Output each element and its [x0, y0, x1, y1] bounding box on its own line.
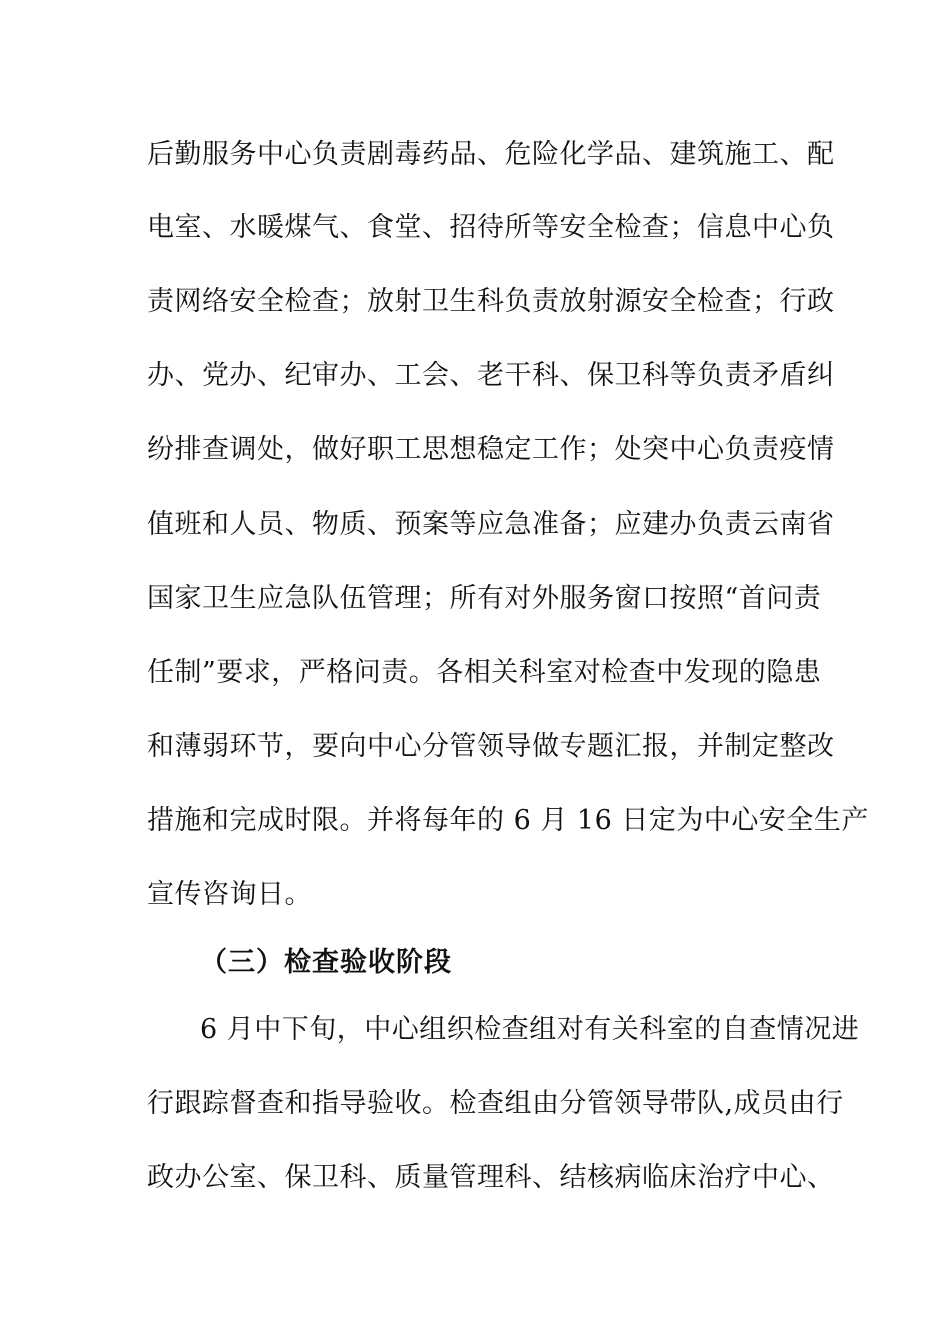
paragraph-line: 措施和完成时限。并将每年的 6 月 16 日定为中心安全生产 — [147, 805, 869, 836]
paragraph-line: 责网络安全检查；放射卫生科负责放射源安全检查；行政 — [147, 286, 835, 317]
paragraph-line: 后勤服务中心负责剧毒药品、危险化学品、建筑施工、配 — [147, 139, 835, 170]
paragraph-line: 行跟踪督查和指导验收。检查组由分管领导带队,成员由行 — [147, 1088, 844, 1119]
paragraph-line: 办、党办、纪审办、工会、老干科、保卫科等负责矛盾纠 — [147, 360, 835, 391]
paragraph-line: 任制”要求，严格问责。各相关科室对检查中发现的隐患 — [147, 657, 822, 688]
paragraph-line: 和薄弱环节，要向中心分管领导做专题汇报，并制定整改 — [147, 731, 835, 762]
section-heading: （三）检查验收阶段 — [200, 947, 452, 978]
paragraph-line: 纷排查调处，做好职工思想稳定工作；处突中心负责疫情 — [147, 434, 835, 465]
paragraph-line: 6 月中下旬，中心组织检查组对有关科室的自查情况进 — [200, 1014, 860, 1045]
paragraph-line: 国家卫生应急队伍管理；所有对外服务窗口按照“首问责 — [147, 583, 822, 614]
paragraph-line: 宣传咨询日。 — [147, 879, 312, 910]
paragraph-line: 电室、水暖煤气、食堂、招待所等安全检查；信息中心负 — [147, 212, 835, 243]
paragraph-line: 政办公室、保卫科、质量管理科、结核病临床治疗中心、 — [147, 1162, 835, 1193]
paragraph-line: 值班和人员、物质、预案等应急准备；应建办负责云南省 — [147, 509, 835, 540]
